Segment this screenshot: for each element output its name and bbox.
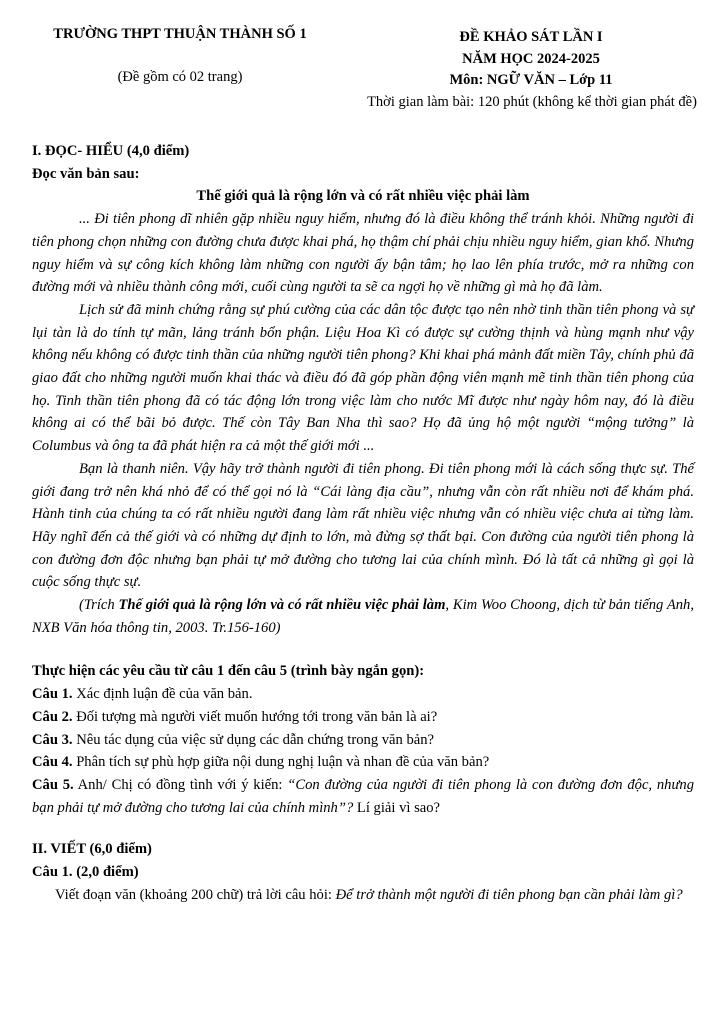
question-label: Câu 2.	[32, 708, 73, 725]
writing-section-title: II. VIẾT (6,0 điểm)	[32, 841, 152, 858]
header-left	[30, 24, 330, 87]
passage-title: Thế giới quả là rộng lớn và có rất nhiều việc phải làm	[196, 188, 530, 205]
passage-paragraph: Lịch sử đã minh chứng rằng sự phú cường của các dân tộc được tạo nên nhờ tinh thần tiên phong và sự lụi tàn là do tính tự mãn, lảng tránh bổn phận. Liệu Hoa Kì có được sự cường thịnh và hùng mạnh như vậy không nếu không có được tinh thần của những người tiên phong? Khi khai phá mảnh đất miền Tây, chính phủ đã giao đất cho những người muốn khai thác và điều đó đã góp phần động viên mạnh mẽ tinh thần tiên phong của họ. Tinh thần tiên phong đã có tác động lớn trong việc làm cho nước Mĩ được như ngày hôm nay, đó là điều không ai có thể bãi bỏ được. Thế còn Tây Ban Nha thì sao? Họ đã ủng hộ một người “mộng tưởng” là Columbus và ông ta đã phát hiện ra cả một thế giới mới ...	[32, 301, 694, 455]
passage-paragraph: Bạn là thanh niên. Vậy hãy trở thành người đi tiên phong. Đi tiên phong mới là cách sống thực sự. Thế giới đang trở nên khá nhỏ để có thể gọi nó là “Cái làng địa cầu”, nhưng vẫn còn rất nhiều nơi để khám phá. Hành tinh của chúng ta có rất nhiều người đang làm rất nhiều việc nhưng vẫn có nhiều việc chưa ai từng làm. Hãy nghĩ đến cả thế giới và có những dự định to lớn, mà đừng sợ thất bại. Con đường của người tiên phong là con đường đơn độc nhưng bạn phải tự mở đường cho tương lai của chính mình. Đó là tất cả những gì gọi là cuộc sống thực sự.	[32, 460, 694, 591]
school-name: TRƯỜNG THPT THUẬN THÀNH SỐ 1	[53, 26, 307, 42]
question-item	[32, 751, 694, 774]
question-quote: “Con đường của người đi tiên phong là con đường đơn độc, nhưng bạn phải tự mở đường cho tương lai của chính mình”?	[32, 776, 694, 816]
question-text: Đối tượng mà người viết muốn hướng tới trong văn bản là ai?	[72, 708, 438, 725]
exam-title: ĐỀ KHẢO SÁT LẦN I	[459, 29, 603, 45]
question-label: Câu 4.	[32, 754, 73, 771]
school-year: NĂM HỌC 2024-2025	[462, 50, 600, 67]
question-label: Câu 5.	[32, 776, 74, 793]
question-item	[32, 706, 694, 729]
writing-question	[32, 884, 694, 907]
spacer	[32, 819, 694, 838]
time-limit: Thời gian làm bài: 120 phút (không kể thời gian phát đề)	[367, 93, 697, 110]
question-text-end: Lí giải vì sao?	[353, 799, 441, 816]
exam-content	[32, 140, 694, 907]
questions-intro: Thực hiện các yêu cầu từ câu 1 đến câu 5 (trình bày ngắn gọn):	[32, 663, 425, 680]
spacer	[32, 639, 694, 660]
reading-section-title: I. ĐỌC- HIỂU (4,0 điểm)	[32, 143, 190, 159]
question-label: Câu 1.	[32, 686, 73, 703]
passage-paragraph: ... Đi tiên phong dĩ nhiên gặp nhiều nguy hiểm, nhưng đó là điều không thể tránh khỏi. Những người đi tiên phong chọn những con đường chưa được khai phá, họ thậm chí phải chịu nhiều nguy hiểm, gian khổ. Nhưng nguy hiểm và sự công kích không làm những con người ấy bận tâm; họ lao lên phía trước, mở ra những con đường mới và nhiều thành công mới, cuối cùng người ta sẽ ca ngợi họ về những gì mà họ đã làm.	[32, 211, 694, 296]
question-item	[32, 774, 694, 819]
header-right	[336, 27, 726, 113]
question-item	[32, 683, 694, 706]
question-text: Nêu tác dụng của việc sử dụng các dẫn chứng trong văn bản?	[72, 731, 435, 748]
question-label: Câu 3.	[32, 731, 73, 748]
writing-question-title: Câu 1. (2,0 điểm)	[32, 864, 139, 881]
citation-prefix: (Trích	[79, 597, 119, 614]
question-item	[32, 729, 694, 752]
subject: Môn: NGỮ VĂN – Lớp 11	[449, 72, 613, 88]
question-text: Xác định luận đề của văn bản.	[72, 686, 253, 703]
passage-citation	[32, 594, 694, 639]
reading-instruction: Đọc văn bản sau:	[32, 165, 140, 182]
writing-question-italic: Để trở thành một người đi tiên phong bạn cần phải làm gì?	[335, 886, 683, 903]
citation-rest: , Kim Woo Choong, dịch từ bản tiếng Anh, NXB Văn hóa thông tin, 2003. Tr.156-160)	[32, 597, 695, 636]
question-text: Anh/ Chị có đồng tình với ý kiến:	[73, 776, 288, 793]
pages-note: (Đề gồm có 02 trang)	[117, 69, 243, 85]
question-text: Phân tích sự phù hợp giữa nội dung nghị luận và nhan đề của văn bản?	[72, 754, 490, 771]
writing-question-text: Viết đoạn văn (khoảng 200 chữ) trả lời câu hỏi:	[55, 886, 336, 903]
citation-title: Thế giới quả là rộng lớn và có rất nhiều việc phải làm	[118, 597, 446, 614]
